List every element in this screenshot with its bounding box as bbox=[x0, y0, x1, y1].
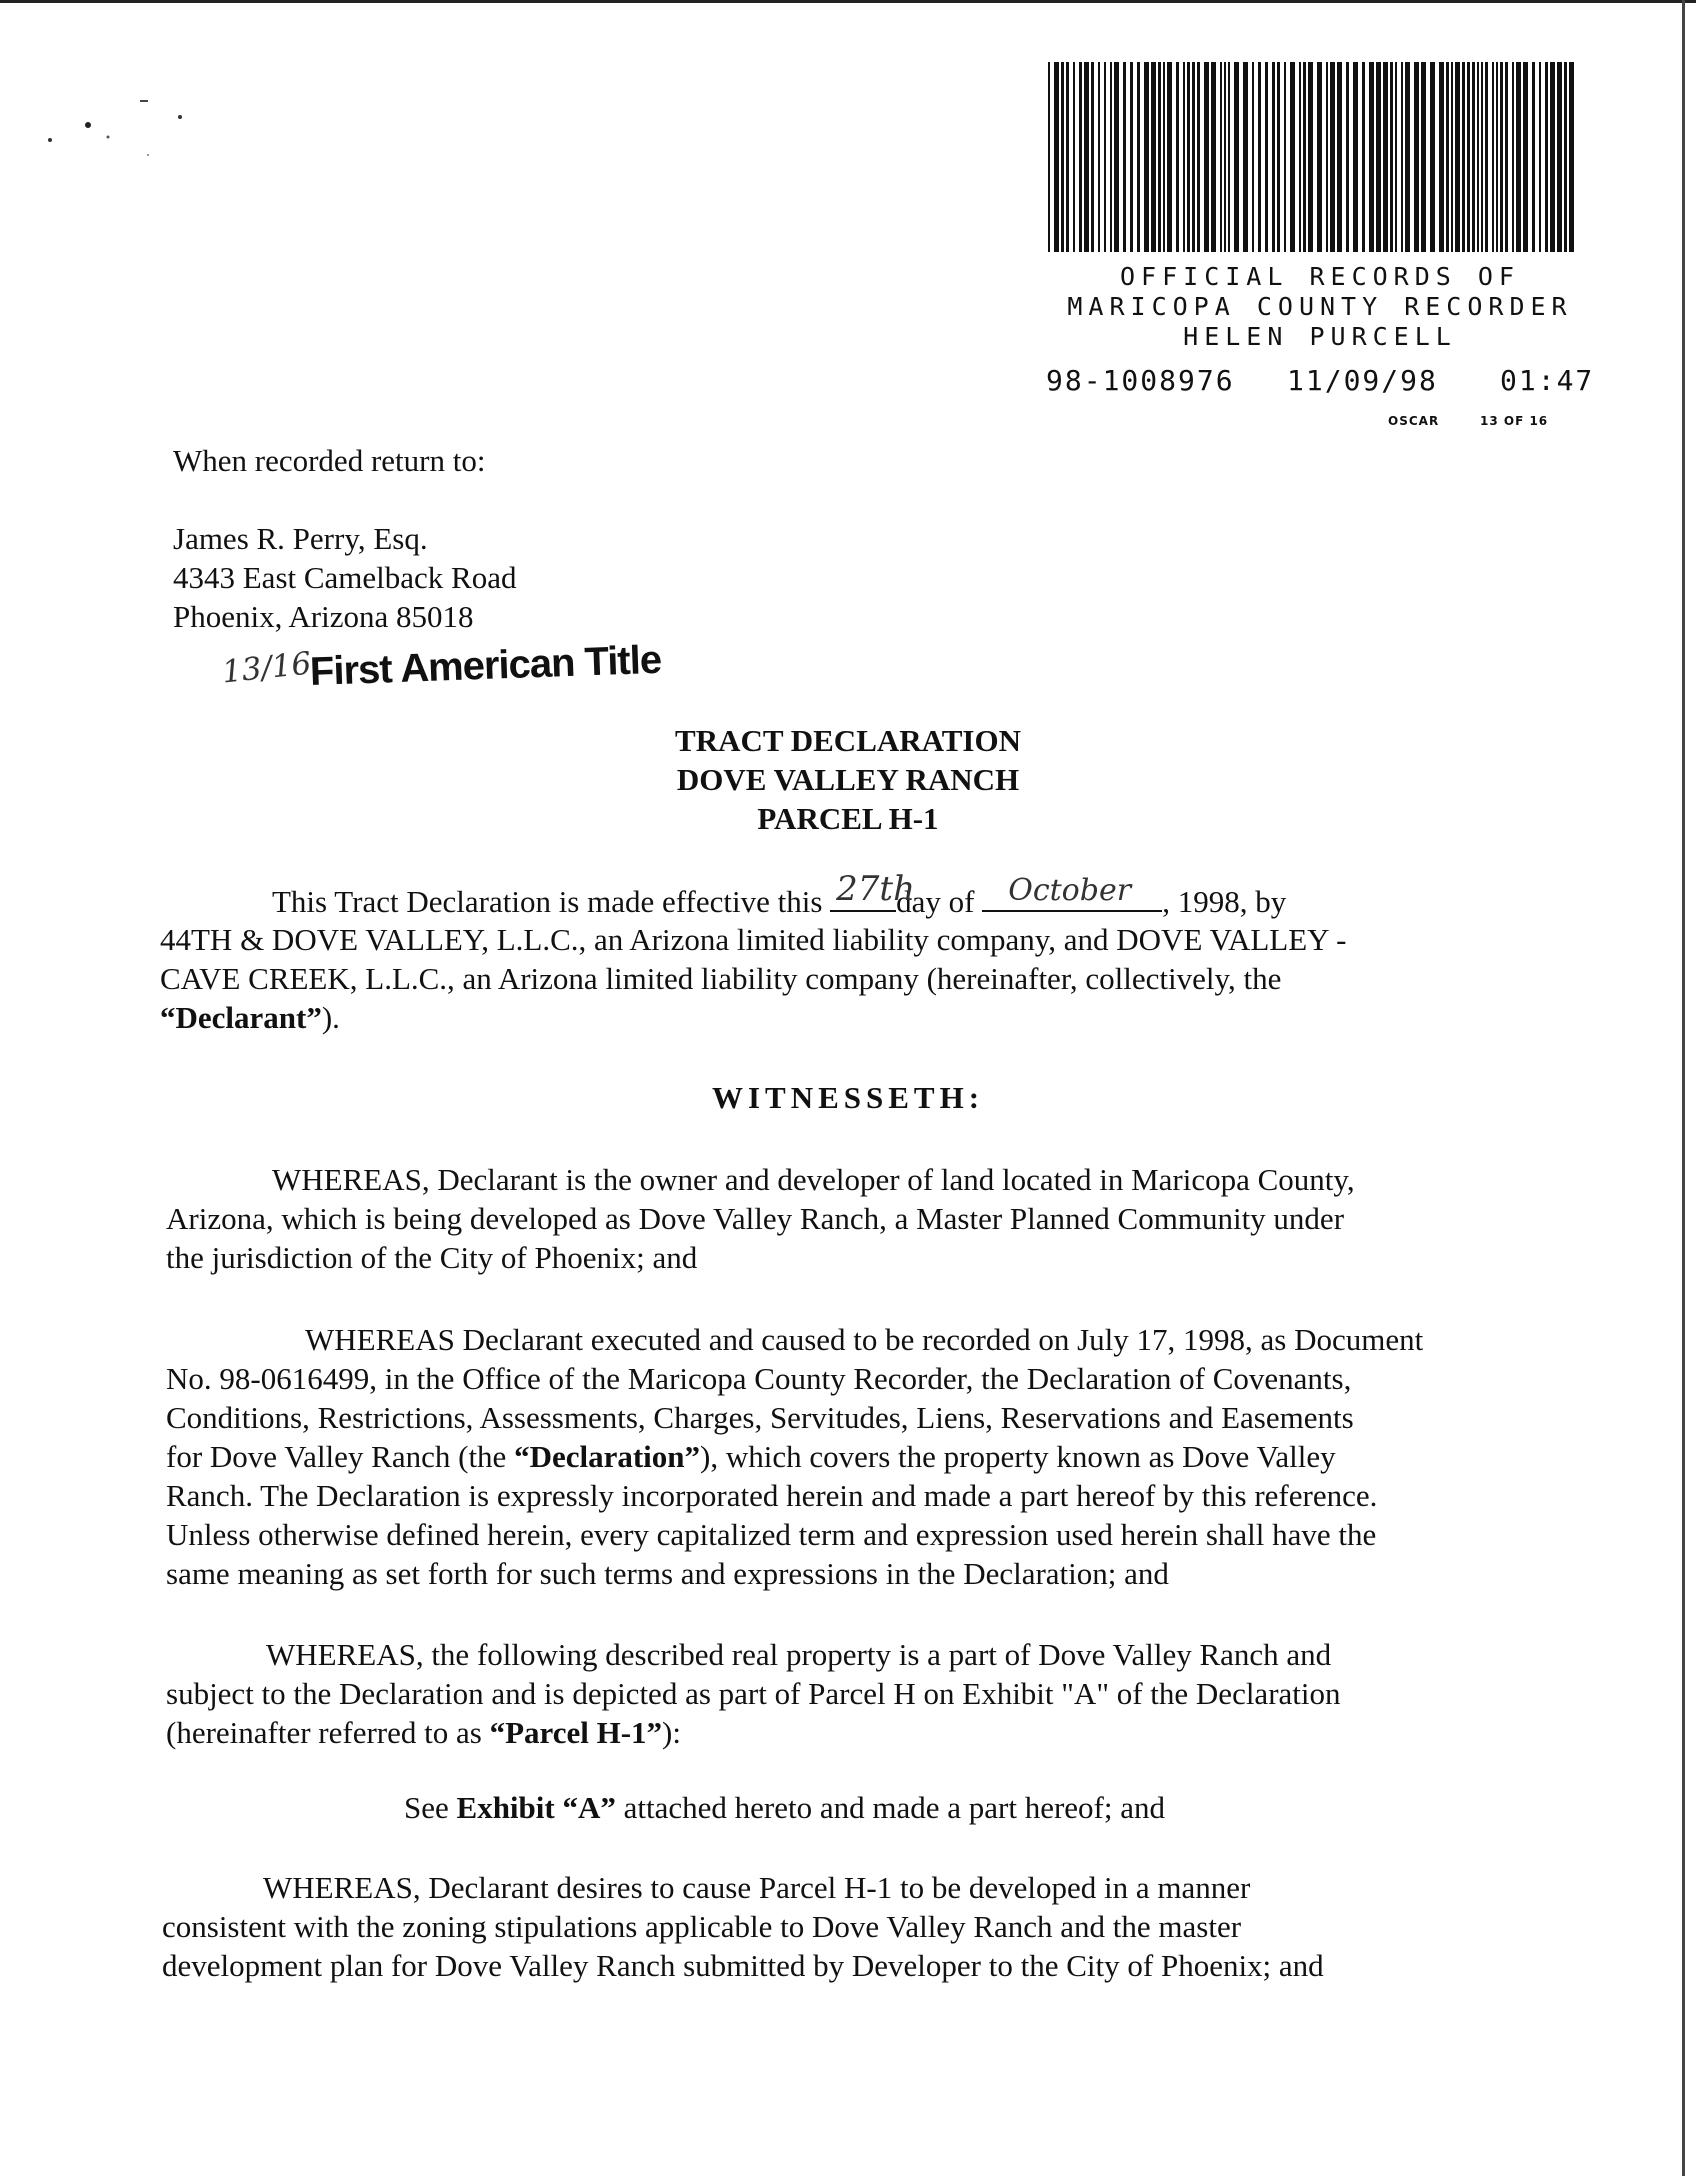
barcode-bar bbox=[1183, 62, 1185, 252]
barcode-bar bbox=[1564, 62, 1567, 252]
barcode-bar bbox=[1073, 62, 1075, 252]
barcode-bar bbox=[1104, 62, 1106, 252]
barcode-bar bbox=[1496, 62, 1498, 252]
title-line-3: PARCEL H-1 bbox=[757, 801, 939, 836]
para4-line-1: WHEREAS, Declarant desires to cause Parcel H-1 to be developed in a manner bbox=[263, 1870, 1251, 1905]
barcode-bar bbox=[1187, 62, 1190, 252]
barcode-bar bbox=[1500, 62, 1503, 252]
barcode-bar bbox=[1158, 62, 1161, 252]
barcode-bar bbox=[1144, 62, 1149, 252]
barcode-bar bbox=[1192, 62, 1195, 252]
barcode-bar bbox=[1326, 62, 1328, 252]
barcode-bar bbox=[1066, 62, 1069, 252]
barcode-bar bbox=[1265, 62, 1268, 252]
barcode-bar bbox=[1258, 62, 1261, 252]
para2-line-6: Unless otherwise defined herein, every capitalized term and expression used herein shall have the bbox=[166, 1517, 1377, 1552]
para3-line-3 bbox=[166, 1714, 681, 1753]
barcode-bar bbox=[1114, 62, 1119, 252]
barcode-bar bbox=[1421, 62, 1426, 252]
para3-line-2: subject to the Declaration and is depicted as part of Parcel H on Exhibit "A" of the Declaration bbox=[166, 1676, 1341, 1711]
barcode-bar bbox=[1362, 62, 1365, 252]
barcode-bar bbox=[1317, 62, 1322, 252]
barcode-bar bbox=[1337, 62, 1342, 252]
para3-line-1: WHEREAS, the following described real property is a part of Dove Valley Ranch and bbox=[266, 1637, 1332, 1672]
title-line-1: TRACT DECLARATION bbox=[675, 723, 1021, 758]
para1-line-1: WHEREAS, Declarant is the owner and developer of land located in Maricopa County, bbox=[272, 1162, 1355, 1197]
return-label: When recorded return to: bbox=[173, 443, 486, 478]
barcode-bar bbox=[1405, 62, 1410, 252]
barcode-bar bbox=[1084, 62, 1089, 252]
barcode-bar bbox=[1550, 62, 1555, 252]
para1-line-2: Arizona, which is being developed as Dove Valley Ranch, a Master Planned Community under bbox=[166, 1201, 1345, 1236]
barcode-bar bbox=[1395, 62, 1397, 252]
barcode-bar bbox=[1299, 62, 1301, 252]
para4-line-2: consistent with the zoning stipulations applicable to Dove Valley Ranch and the master bbox=[162, 1909, 1242, 1944]
day-blank bbox=[830, 869, 915, 912]
barcode-bar bbox=[1376, 62, 1381, 252]
barcode-bar bbox=[1204, 62, 1209, 252]
barcode-bar bbox=[1277, 62, 1280, 252]
barcode-bar bbox=[1523, 62, 1528, 252]
recorder-line-1: OFFICIAL RECORDS OF bbox=[1120, 262, 1520, 291]
barcode-bar bbox=[1061, 62, 1064, 252]
intro-text-b: day of bbox=[896, 884, 975, 919]
intro-line-3: CAVE CREEK, L.L.C., an Arizona limited liability company (hereinafter, collectively, the bbox=[160, 961, 1282, 996]
para2-line-5: Ranch. The Declaration is expressly incorporated herein and made a part hereof by this reference. bbox=[166, 1478, 1378, 1513]
barcode-bar bbox=[1462, 62, 1465, 252]
barcode-bar bbox=[1284, 62, 1286, 252]
barcode-bar bbox=[1167, 62, 1172, 252]
handwritten-page-note: 13/16 bbox=[220, 645, 313, 691]
para2-line-4 bbox=[166, 1438, 1336, 1477]
recorder-line-3: HELEN PURCELL bbox=[1183, 322, 1457, 351]
barcode-bar bbox=[1446, 62, 1449, 252]
barcode-bar bbox=[1539, 62, 1541, 252]
parcel-defined-term: “Parcel H-1” bbox=[489, 1715, 663, 1750]
recorder-line-2: MARICOPA COUNTY RECORDER bbox=[1067, 292, 1573, 321]
barcode-bar bbox=[1234, 62, 1239, 252]
barcode-bar bbox=[1439, 62, 1444, 252]
exhibit-reference bbox=[404, 1789, 1165, 1828]
barcode-bar bbox=[1369, 62, 1374, 252]
return-street: 4343 East Camelback Road bbox=[173, 560, 517, 595]
intro-text-c: , 1998, by bbox=[1162, 884, 1287, 919]
barcode-bar bbox=[1054, 62, 1059, 252]
barcode-bar bbox=[1505, 62, 1508, 252]
barcode-bar bbox=[1485, 62, 1488, 252]
return-city: Phoenix, Arizona 85018 bbox=[173, 599, 474, 634]
barcode-bar bbox=[1401, 62, 1403, 252]
para3-line-3-b: ): bbox=[662, 1715, 681, 1750]
barcode-bar bbox=[1346, 62, 1349, 252]
para3-line-3-a: (hereinafter referred to as bbox=[166, 1715, 490, 1750]
barcode bbox=[1048, 62, 1576, 252]
barcode-bar bbox=[1303, 62, 1306, 252]
barcode-bar bbox=[1477, 62, 1479, 252]
handwritten-day: 27th bbox=[836, 869, 915, 909]
handwritten-month: October bbox=[1008, 873, 1132, 908]
declarant-defined-term: “Declarant” bbox=[160, 1000, 322, 1035]
para1-line-3: the jurisdiction of the City of Phoenix; and bbox=[166, 1240, 698, 1275]
barcode-bar bbox=[1197, 62, 1200, 252]
barcode-bar bbox=[1557, 62, 1562, 252]
para2-line-4-b: ), which covers the property known as Dove Valley bbox=[700, 1439, 1336, 1474]
intro-line-4 bbox=[160, 999, 340, 1038]
para4-line-3: development plan for Dove Valley Ranch submitted by Developer to the City of Phoenix; and bbox=[162, 1948, 1324, 1983]
barcode-bar bbox=[1224, 62, 1226, 252]
document-number: 98-1008976 bbox=[1046, 364, 1235, 397]
barcode-bar bbox=[1137, 62, 1140, 252]
barcode-bar bbox=[1220, 62, 1222, 252]
barcode-bar bbox=[1228, 62, 1230, 252]
barcode-bar bbox=[1492, 62, 1494, 252]
intro-line-2: 44TH & DOVE VALLEY, L.L.C., an Arizona limited liability company, and DOVE VALLEY - bbox=[160, 922, 1347, 957]
barcode-bar bbox=[1091, 62, 1094, 252]
barcode-bar bbox=[1272, 62, 1275, 252]
barcode-bar bbox=[1130, 62, 1133, 252]
barcode-bar bbox=[1467, 62, 1470, 252]
para2-line-2: No. 98-0616499, in the Office of the Maricopa County Recorder, the Declaration of Covenants, bbox=[166, 1361, 1352, 1396]
barcode-bar bbox=[1176, 62, 1179, 252]
barcode-bar bbox=[1481, 62, 1483, 252]
para2-line-1: WHEREAS Declarant executed and caused to be recorded on July 17, 1998, as Document bbox=[305, 1322, 1424, 1357]
barcode-bar bbox=[1098, 62, 1100, 252]
barcode-bar bbox=[1516, 62, 1521, 252]
barcode-bar bbox=[1472, 62, 1475, 252]
barcode-bar bbox=[1290, 62, 1295, 252]
exhibit-text-b: attached hereto and made a part hereof; and bbox=[615, 1790, 1165, 1825]
barcode-bar bbox=[1048, 62, 1050, 252]
record-time: 01:47 bbox=[1500, 364, 1595, 397]
intro-text-a: This Tract Declaration is made effective this bbox=[272, 884, 823, 919]
barcode-bar bbox=[1243, 62, 1248, 252]
barcode-bar bbox=[1512, 62, 1514, 252]
title-company-stamp: First American Title bbox=[309, 637, 662, 694]
exhibit-name: Exhibit “A” bbox=[456, 1790, 616, 1825]
witnesseth-heading: WITNESSETH: bbox=[711, 1080, 985, 1115]
intro-line-4-rest: ). bbox=[321, 1000, 340, 1035]
barcode-bar bbox=[1211, 62, 1216, 252]
barcode-bar bbox=[1252, 62, 1254, 252]
para2-line-3: Conditions, Restrictions, Assessments, Charges, Servitudes, Liens, Reservations and Easements bbox=[166, 1400, 1354, 1435]
para2-line-4-a: for Dove Valley Ranch (the bbox=[166, 1439, 515, 1474]
barcode-bar bbox=[1390, 62, 1393, 252]
operator-code: OSCAR bbox=[1388, 414, 1440, 428]
record-date: 11/09/98 bbox=[1287, 364, 1438, 397]
return-name: James R. Perry, Esq. bbox=[173, 521, 428, 556]
barcode-bar bbox=[1163, 62, 1165, 252]
para2-line-7: same meaning as set forth for such terms and expressions in the Declaration; and bbox=[166, 1556, 1169, 1591]
barcode-bar bbox=[1151, 62, 1156, 252]
barcode-bar bbox=[1110, 62, 1112, 252]
barcode-bar bbox=[1123, 62, 1126, 252]
declaration-defined-term: “Declaration” bbox=[514, 1439, 701, 1474]
intro-line-1 bbox=[272, 869, 1287, 922]
barcode-bar bbox=[1545, 62, 1548, 252]
title-line-2: DOVE VALLEY RANCH bbox=[676, 762, 1020, 797]
barcode-bar bbox=[1308, 62, 1313, 252]
barcode-bar bbox=[1383, 62, 1388, 252]
month-blank bbox=[982, 873, 1162, 912]
barcode-bar bbox=[1414, 62, 1419, 252]
barcode-bar bbox=[1451, 62, 1453, 252]
barcode-bar bbox=[1532, 62, 1535, 252]
barcode-bar bbox=[1079, 62, 1082, 252]
page-count: 13 OF 16 bbox=[1480, 414, 1549, 428]
barcode-bar bbox=[1430, 62, 1435, 252]
barcode-bar bbox=[1353, 62, 1358, 252]
barcode-bar bbox=[1455, 62, 1460, 252]
scan-top-edge bbox=[0, 0, 1696, 3]
barcode-bar bbox=[1569, 62, 1574, 252]
scan-specks bbox=[40, 95, 220, 175]
exhibit-text-a: See bbox=[404, 1790, 457, 1825]
barcode-bar bbox=[1330, 62, 1335, 252]
